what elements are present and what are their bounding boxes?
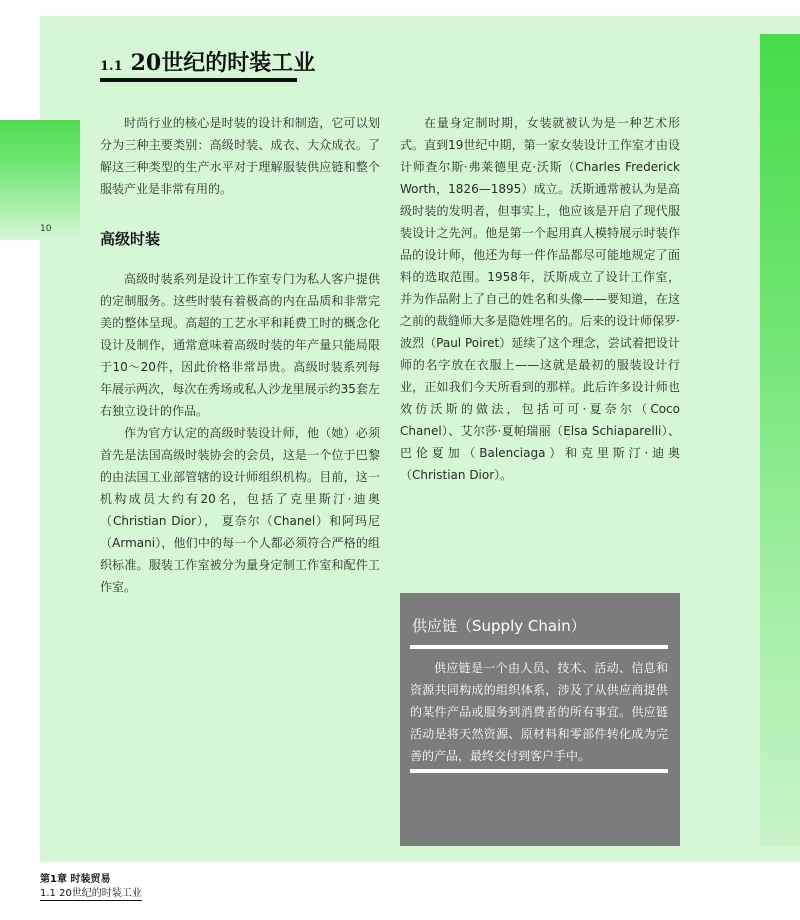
- page-number: 10: [40, 224, 52, 234]
- callout-rule-bottom: [410, 769, 668, 773]
- left-gradient-tab: [0, 120, 80, 240]
- haute-couture-paragraph-1: 高级时装系列是设计工作室专门为私人客户提供的定制服务。这些时装有着极高的内在品质和非常完美的整体呈现。高超的工艺水平和耗费工时的概念化设计及制作，通常意味着高级时装的年产量只能局限于10～20件，因此价格非常昂贵。高级时装系列每年展示两次，每次在秀场或私人沙龙里展示约35套左右独立设计的作品。: [100, 272, 380, 418]
- footer-chapter: 第1章 时装贸易: [40, 874, 111, 885]
- right-gradient-bar: [760, 34, 800, 846]
- supply-chain-callout: [400, 593, 680, 846]
- right-column: [400, 112, 680, 486]
- haute-couture-paragraph-2: 作为官方认定的高级时装设计师，他（她）必须首先是法国高级时装协会的会员，这是一个位于巴黎的由法国工业部管辖的设计师组织机构。目前，这一机构成员大约有20名，包括了克里斯汀·迪奥（Christian Dior）， 夏奈尔（Chanel）和阿玛尼（Armani），他们中的每一个人都必须符合严格的组织标准。服装工作室被分为量身定制工作室和配件工作室。: [100, 426, 380, 594]
- callout-rule-top: [410, 645, 668, 649]
- section-title: 20世纪的时装工业: [130, 50, 316, 76]
- callout-body: 供应链是一个由人员、技术、活动、信息和资源共同构成的组织体系，涉及了从供应商提供的某件产品或服务到消费者的所有事宜。供应链活动是将天然资源、原材料和零部件转化成为完善的产品，最终交付到客户手中。: [410, 661, 668, 763]
- subheading-haute-couture: 高级时装: [100, 230, 161, 248]
- heading-rule: [100, 78, 297, 82]
- section-heading: [100, 46, 315, 77]
- footer-section: 1.1 20世纪的时装工业: [40, 884, 142, 901]
- intro-paragraph: 时尚行业的核心是时装的设计和制造，它可以划分为三种主要类别：高级时装、成衣、大众成衣。了解这三种类型的生产水平对于理解服装供应链和整个服装产业是非常有用的。: [100, 116, 380, 196]
- callout-title: 供应链（Supply Chain）: [412, 617, 586, 635]
- left-column: [100, 112, 380, 598]
- tailoring-history-paragraph: 在量身定制时期，女装就被认为是一种艺术形式。直到19世纪中期，第一家女装设计工作室才由设计师查尔斯·弗莱德里克·沃斯（Charles Frederick Worth，1826—1895）成立。沃斯通常被认为是高级时装的发明者，但事实上，他应该是开启了现代服装设计之先河。他是第一个起用真人模特展示时装作品的设计师，他还为每一件作品都尽可能地规定了面料的选取范围。1958年，沃斯成立了设计工作室，并为作品附上了自己的姓名和头像——要知道，在这之前的裁缝师大多是隐姓埋名的。后来的设计师保罗·波烈（Paul Poiret）延续了这个理念，尝试着把设计师的名字放在衣服上——这就是最初的服装设计行业，正如我们今天所看到的那样。此后许多设计师也效仿沃斯的做法，包括可可·夏奈尔（Coco Chanel）、艾尔莎·夏帕瑞丽（Elsa Schiaparelli）、巴伦夏加（Balenciaga）和克里斯汀·迪奥（Christian Dior）。: [400, 116, 680, 482]
- section-number: 1.1: [100, 59, 123, 74]
